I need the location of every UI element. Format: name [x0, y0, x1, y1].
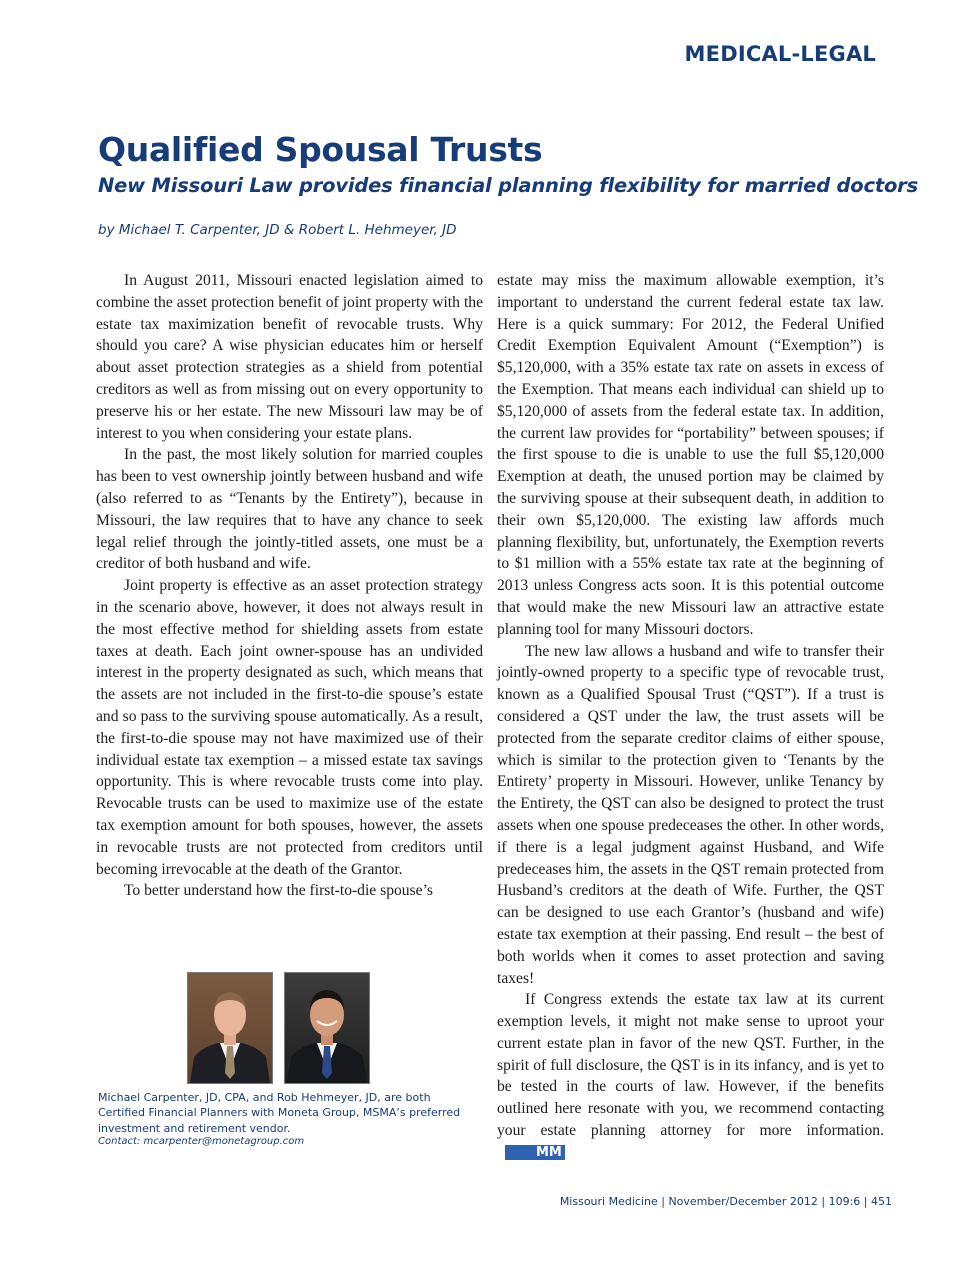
portrait-illustration	[285, 973, 369, 1083]
portrait-illustration	[188, 973, 272, 1083]
end-of-article-mark: MM	[505, 1145, 565, 1160]
paragraph: Joint property is effective as an asset protection strategy in the scenario above, however, it does not always result in the most effective method for shielding assets from estate taxes at death. Each joint owner-spouse has an undivided interest in the property designated as such, which means that the assets are not included in the first-to-die spouse’s estate and so pass to the surviving spouse automatically. As a result, the first-to-die spouse may not have maximized use of their individual estate tax exemption – a missed estate tax savings opportunity. This is where revocable trusts come into play. Revocable trusts can be used to maximize use of the estate tax exemption amount for both spouses, however, the assets in revocable trusts are not protected from creditors until becoming irrevocable at the death of the Grantor.	[96, 577, 483, 878]
right-column	[497, 270, 884, 1164]
paragraph-text: If Congress extends the estate tax law at its current exemption levels, it might not make sense to uproot your current estate plan in favor of the new QST. Further, in the spirit of full disclosure, the QST is in its infancy, and is yet to be tested in the courts of law. However, if the benefits outlined here resonate with you, we recommend contacting your estate planning attorney for more information.	[497, 991, 884, 1140]
paragraph: The new law allows a husband and wife to transfer their jointly-owned property to a specific type of revocable trust, known as a Qualified Spousal Trust (“QST”). If a trust is considered a QST under the law, the trust assets will be protected from the separate creditor claims of either spouse, which is similar to the protection given to ‘Tenants by the Entirety’ property in Missouri. However, unlike Tenancy by the Entirety, the QST can also be designed to protect the trust assets when one spouse predeceases the other. In other words, if there is a legal judgment against Husband, and Wife predeceases him, the assets in the QST remain protected from Husband’s creditors at the death of Wife. Further, the QST can be designed to use each Grantor’s (husband and wife) estate tax exemption at their passing. End result – the best of both worlds when it comes to asset protection and saving taxes!	[497, 642, 884, 987]
paragraph: In the past, the most likely solution for married couples has been to vest ownership jointly between husband and wife (also referred to as “Tenants by the Entirety”), because in Missouri, the law requires that to have any chance to seek legal relief through the jointly-titled assets, one must be a creditor of both husband and wife.	[96, 446, 483, 573]
author-caption: Michael Carpenter, JD, CPA, and Rob Hehmeyer, JD, are both Certified Financial Planners with Moneta Group, MSMA’s preferred investment and retirement vendor.	[98, 1091, 461, 1135]
paragraph	[497, 989, 884, 1163]
article-title: Qualified Spousal Trusts	[98, 130, 543, 169]
paragraph: In August 2011, Missouri enacted legislation aimed to combine the asset protection benefit of joint property with the estate tax maximization benefit of revocable trusts. Why should you care? A wise physician educates him or herself about asset protection strategies as a shield from potential creditors as well as from missing out on every opportunity to preserve his or her estate. The new Missouri law may be of interest to you when considering your estate plans.	[96, 272, 483, 442]
left-column	[96, 270, 483, 902]
paragraph: estate may miss the maximum allowable exemption, it’s important to understand the current federal estate tax law. Here is a quick summary: For 2012, the Federal Unified Credit Exemption Equivalent Amount (“Exemption”) is $5,120,000, with a 35% estate tax rate on assets in excess of the Exemption. That means each individual can shield up to $5,120,000 of assets from the federal estate tax. In addition, the current law provides for “portability” between spouses; if the first spouse to die is unable to use the full $5,120,000 Exemption at death, the unused portion may be claimed by the surviving spouse at their subsequent death, in addition to their own $5,120,000. The existing law affords much planning flexibility, but, unfortunately, the Exemption reverts to $1 million with a 55% estate tax rate at the beginning of 2013 unless Congress acts soon. It is this potential outcome that would make the new Missouri law an attractive estate planning tool for many Missouri doctors.	[497, 272, 884, 638]
section-label: MEDICAL-LEGAL	[684, 42, 876, 66]
page-footer: Missouri Medicine | November/December 2012 | 109:6 | 451	[559, 1195, 892, 1208]
byline: by Michael T. Carpenter, JD & Robert L. Hehmeyer, JD	[98, 222, 457, 238]
contact-line: Contact: mcarpenter@monetagroup.com	[98, 1136, 305, 1147]
article-subtitle: New Missouri Law provides financial planning flexibility for married doctors	[98, 174, 918, 197]
author-photo-carpenter	[187, 972, 273, 1084]
author-photo-hehmeyer	[284, 972, 370, 1084]
paragraph: To better understand how the first-to-die spouse’s	[124, 882, 433, 900]
